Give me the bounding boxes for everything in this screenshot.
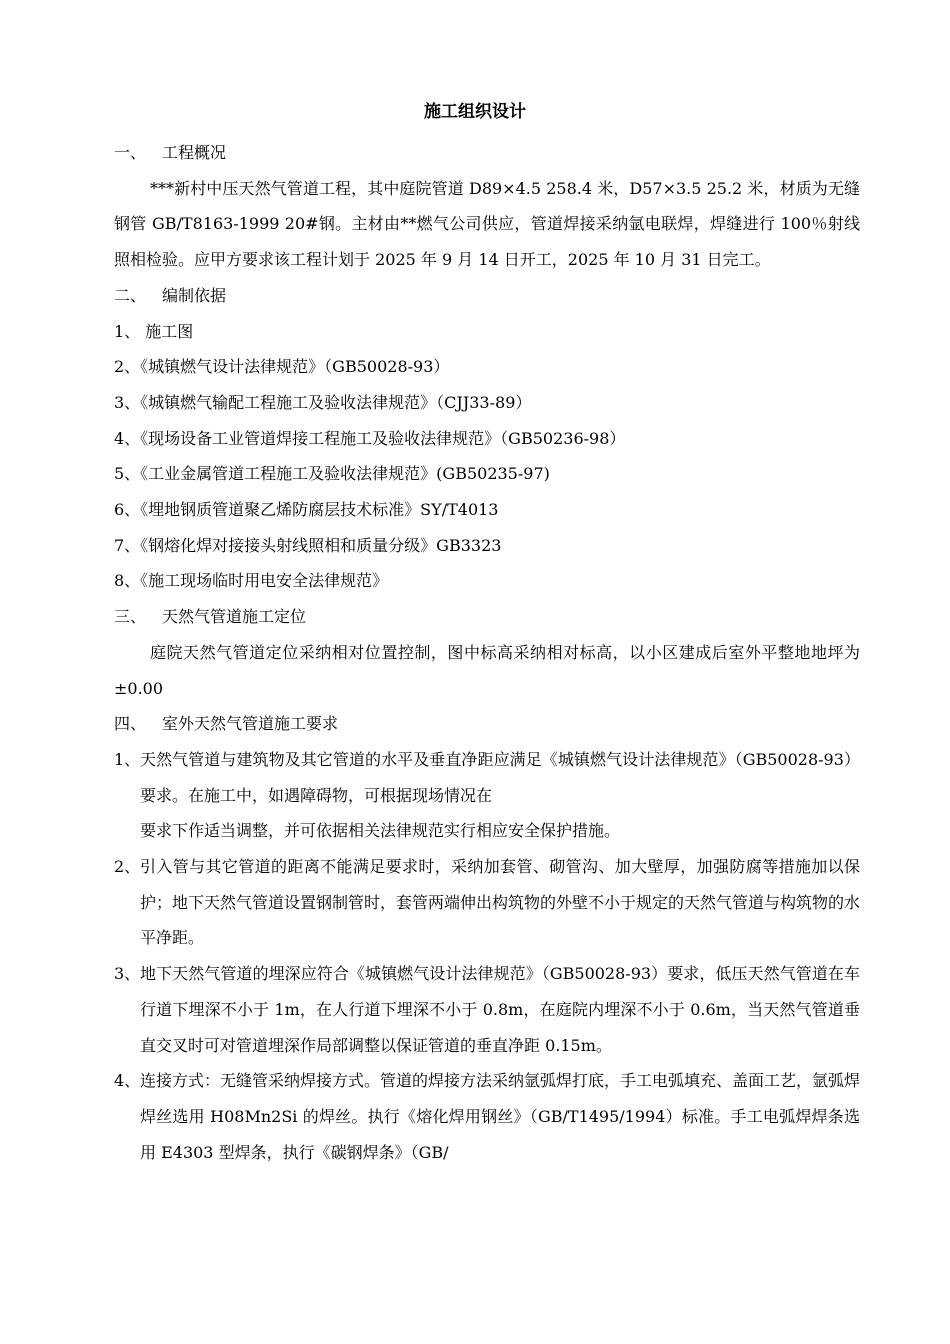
section-heading-overview: [114, 135, 860, 171]
section-title: 编制依据: [162, 285, 227, 305]
reference-item: 4、《现场设备工业管道焊接工程施工及验收法律规范》（GB50236-98）: [114, 428, 626, 448]
item-number: 1、: [114, 749, 141, 769]
requirement-item-1: [114, 742, 860, 813]
requirement-item-3: [114, 956, 860, 1063]
overview-paragraph: ***新村中压天然气管道工程，其中庭院管道 D89×4.5 258.4 米，D57×3.5 25.2 米，材质为无缝钢管 GB/T8163-1999 20#钢。主材由**燃气公司供应，管道焊接采纳氩电联焊，焊缝进行 100％射线照相检验。应甲方要求该工程计划于 2025 年 9 月 14 日开工，2025 年 10 月 31 日完工。: [114, 178, 860, 270]
item-text: 连接方式：无缝管采纳焊接方式。管道的焊接方法采纳氩弧焊打底，手工电弧填充、盖面工艺，氩弧焊焊丝选用 H08Mn2Si 的焊丝。执行《熔化焊用钢丝》（GB/T1495/1994）标准。手工电弧焊焊条选用 E4303 型焊条，执行《碳钢焊条》（GB/: [140, 1071, 861, 1162]
section-heading-positioning: [114, 599, 860, 635]
section-title: 天然气管道施工定位: [162, 607, 307, 627]
positioning-paragraph: 庭院天然气管道定位采纳相对位置控制，图中标高采纳相对标高，以小区建成后室外平整地地坪为±0.00: [114, 642, 860, 698]
reference-item: 1、 施工图: [114, 321, 194, 341]
document-title: 施工组织设计: [424, 102, 526, 122]
reference-item: 6、《埋地钢质管道聚乙烯防腐层技术标准》SY/T4013: [114, 500, 499, 520]
item-number: 2、: [114, 857, 141, 877]
section-title: 工程概况: [162, 143, 227, 162]
section-number: 四、: [114, 714, 147, 734]
reference-item: 8、《施工现场临时用电安全法律规范》: [114, 571, 389, 591]
document-body: [114, 135, 860, 1170]
section-heading-requirements: [114, 706, 860, 742]
reference-item: 7、《钢熔化焊对接接头射线照相和质量分级》GB3323: [114, 535, 502, 555]
section-title: 室外天然气管道施工要求: [162, 714, 339, 734]
requirement-item-2: [114, 849, 860, 956]
item-text: 天然气管道与建筑物及其它管道的水平及垂直净距应满足《城镇燃气设计法律规范》（GB50028-93）要求。在施工中，如遇障碍物，可根据现场情况在: [140, 749, 860, 805]
item-text: 引入管与其它管道的距离不能满足要求时，采纳加套管、砌管沟、加大壁厚，加强防腐等措施加以保护；地下天然气管道设置钢制管时，套管两端伸出构筑物的外壁不小于规定的天然气管道与构筑物的水平净距。: [140, 857, 861, 948]
reference-item: 3、《城镇燃气输配工程施工及验收法律规范》（CJJ33-89）: [114, 392, 532, 412]
section-number: 一、: [114, 143, 147, 162]
requirement-item-4: [114, 1063, 860, 1170]
item-text: 地下天然气管道的埋深应符合《城镇燃气设计法律规范》（GB50028-93）要求，低压天然气管道在车行道下埋深不小于 1m，在人行道下埋深不小于 0.8m，在庭院内埋深不小于 0.6m，当天然气管道垂直交叉时可对管道埋深作局部调整以保证管道的垂直净距 0.15m。: [140, 964, 860, 1055]
reference-item: 2、《城镇燃气设计法律规范》（GB50028-93）: [114, 357, 450, 377]
item-number: 4、: [114, 1071, 141, 1091]
reference-item: 5、《工业金属管道工程施工及验收法律规范》(GB50235-97): [114, 464, 550, 484]
item-number: 3、: [114, 964, 141, 984]
section-number: 三、: [114, 607, 147, 627]
section-heading-basis: [114, 278, 860, 314]
item-continuation: 要求下作适当调整，并可依据相关法律规范实行相应安全保护措施。: [140, 821, 621, 841]
section-number: 二、: [114, 285, 147, 305]
